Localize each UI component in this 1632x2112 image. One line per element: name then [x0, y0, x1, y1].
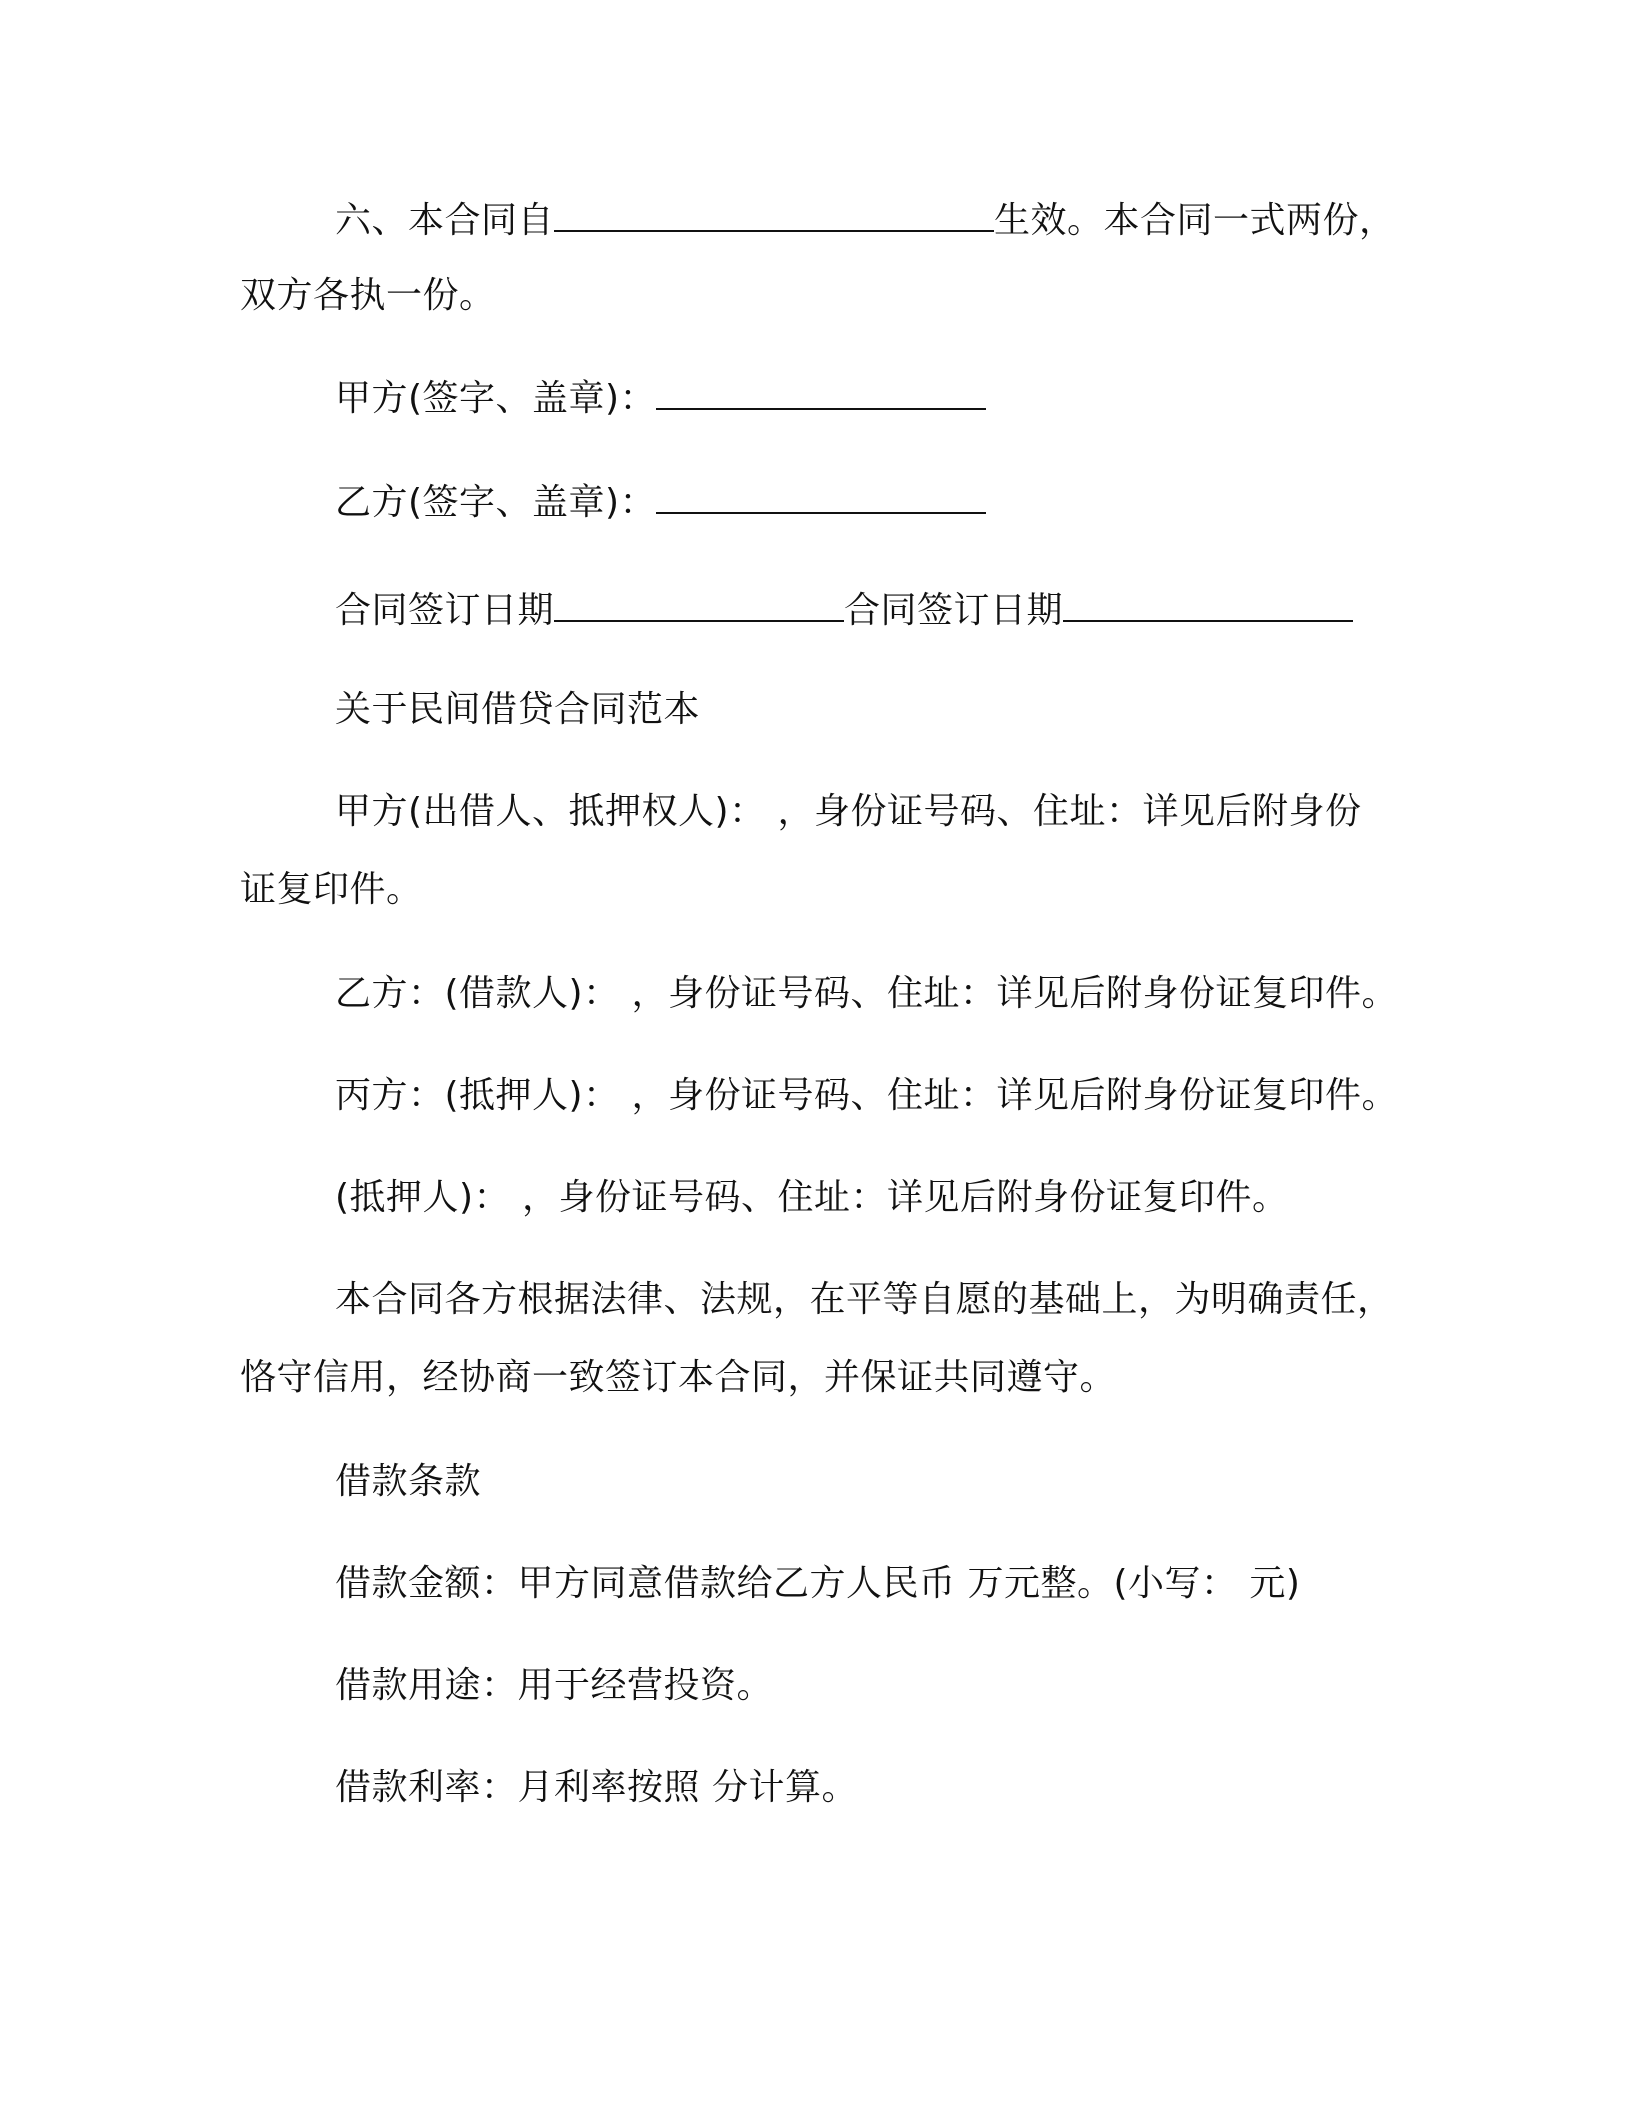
- preamble-line-2: 恪守信用，经协商一致签订本合同，并保证共同遵守。: [240, 1357, 1117, 1398]
- party-a-lender-continuation: 证复印件。: [240, 869, 423, 910]
- party-b-borrower-line: 乙方：(借款人)： ，身份证号码、住址：详见后附身份证复印件。: [335, 973, 1399, 1014]
- signing-date-label-1: 合同签订日期: [335, 590, 555, 631]
- party-a-signature-line: [335, 374, 1495, 421]
- signing-date-label-2: 合同签订日期: [844, 590, 1064, 631]
- party-a-signature-blank: [656, 374, 986, 410]
- clause-6-continuation: 双方各执一份。: [240, 275, 496, 316]
- mortgagor-line: (抵押人)： ，身份证号码、住址：详见后附身份证复印件。: [335, 1177, 1289, 1218]
- loan-amount-line: 借款金额：甲方同意借款给乙方人民币 万元整。(小写： 元): [335, 1563, 1301, 1604]
- effective-date-blank: [554, 196, 994, 232]
- template-title: 关于民间借贷合同范本: [335, 689, 701, 730]
- party-a-lender-line: 甲方(出借人、抵押权人)： ，身份证号码、住址：详见后附身份: [335, 791, 1362, 832]
- clause-6-text-start: 六、本合同自: [335, 200, 555, 241]
- party-c-mortgagor-line: 丙方：(抵押人)： ，身份证号码、住址：详见后附身份证复印件。: [335, 1075, 1399, 1116]
- loan-purpose-line: 借款用途：用于经营投资。: [335, 1665, 774, 1706]
- loan-terms-heading: 借款条款: [335, 1461, 482, 1502]
- party-b-signature-label: 乙方(签字、盖章)：: [335, 482, 657, 523]
- party-b-signature-line: [335, 478, 1495, 525]
- clause-6-text-end: 生效。本合同一式两份，: [994, 200, 1396, 241]
- signing-date-blank-2: [1063, 586, 1353, 622]
- signing-date-blank-1: [554, 586, 844, 622]
- clause-6-effective: [335, 196, 1495, 243]
- signing-date-line: [335, 586, 1495, 633]
- party-a-signature-label: 甲方(签字、盖章)：: [335, 378, 657, 419]
- preamble-line-1: 本合同各方根据法律、法规，在平等自愿的基础上，为明确责任，: [335, 1279, 1394, 1320]
- party-b-signature-blank: [656, 478, 986, 514]
- loan-interest-line: 借款利率：月利率按照 分计算。: [335, 1767, 858, 1808]
